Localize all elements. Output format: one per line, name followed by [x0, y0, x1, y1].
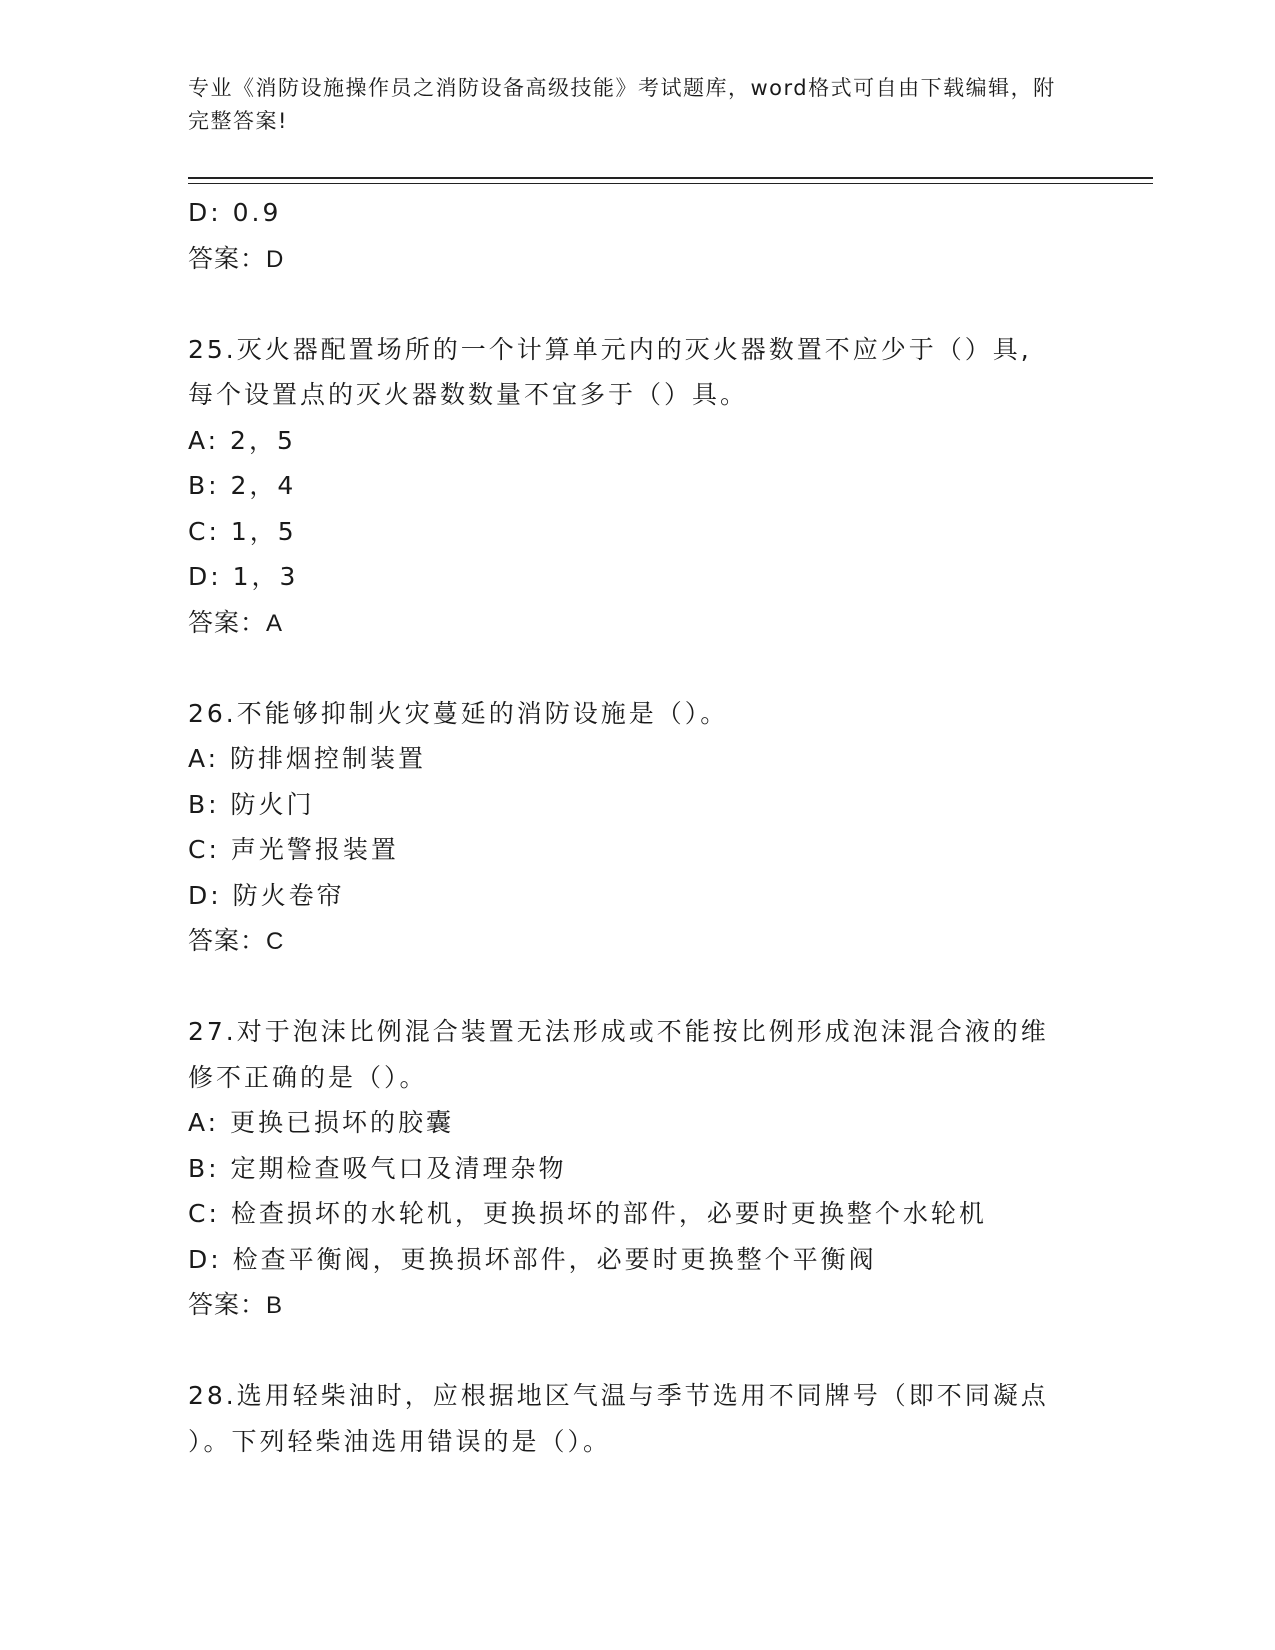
question-27: [188, 1009, 1088, 1328]
header-rule-thin: [188, 183, 1153, 184]
question-title-line: 修不正确的是（）。: [188, 1062, 428, 1092]
answer-value: B: [266, 1292, 284, 1319]
option-c: C: 声光警报装置: [188, 835, 399, 864]
answer-prev: [188, 236, 1088, 282]
question-28: [188, 1373, 1088, 1464]
answer: [188, 1282, 1088, 1328]
answer-value: A: [266, 609, 284, 637]
answer: [188, 918, 1088, 964]
question-title-line: 25.灭火器配置场所的一个计算单元内的灭火器数置不应少于（）具,: [188, 334, 1032, 364]
answer-value: D: [266, 245, 285, 273]
option-c: C: 1，5: [188, 516, 297, 546]
answer-label: 答案：: [188, 1290, 267, 1319]
spacer: [188, 281, 1088, 327]
question-26: [188, 691, 1088, 964]
document-body: [188, 190, 1088, 1464]
answer-value: C: [266, 928, 285, 955]
option-b: B: 2，4: [188, 471, 297, 500]
answer-label: 答案：: [188, 926, 267, 955]
question-25: [188, 327, 1088, 646]
option-a: A: 防排烟控制装置: [188, 744, 427, 773]
spacer: [188, 645, 1088, 691]
spacer: [188, 1328, 1088, 1374]
answer: [188, 600, 1088, 646]
question-title-line: ）。下列轻柴油选用错误的是（）。: [188, 1426, 612, 1456]
option-d: D: 检查平衡阀，更换损坏部件，必要时更换整个平衡阀: [188, 1244, 877, 1274]
document-header: 专业《消防设施操作员之消防设备高级技能》考试题库，word格式可自由下载编辑，附完整答案!: [188, 76, 1056, 133]
option-b: B: 防火门: [188, 789, 315, 819]
option-c: C: 检查损坏的水轮机，更换损坏的部件，必要时更换整个水轮机: [188, 1199, 987, 1228]
question-title-line: 27.对于泡沫比例混合装置无法形成或不能按比例形成泡沫混合液的维: [188, 1017, 1049, 1046]
answer-label: 答案：: [188, 607, 267, 637]
header-rule-thick: [188, 177, 1153, 179]
option-b: B: 定期检查吸气口及清理杂物: [188, 1153, 567, 1183]
option-d: D: 1，3: [188, 562, 299, 591]
option-d: D: 防火卷帘: [188, 880, 345, 910]
question-title-line: 26.不能够抑制火灾蔓延的消防设施是（）。: [188, 698, 729, 728]
answer-label: 答案：: [188, 243, 267, 273]
spacer: [188, 964, 1088, 1010]
option-a: A: 2，5: [188, 425, 296, 455]
option-d-prev: D: 0.9: [188, 198, 282, 227]
question-title-line: 28.选用轻柴油时，应根据地区气温与季节选用不同牌号（即不同凝点: [188, 1381, 1049, 1410]
option-a: A: 更换已损坏的胶囊: [188, 1108, 455, 1137]
question-title-line: 每个设置点的灭火器数数量不宜多于（）具。: [188, 380, 749, 409]
